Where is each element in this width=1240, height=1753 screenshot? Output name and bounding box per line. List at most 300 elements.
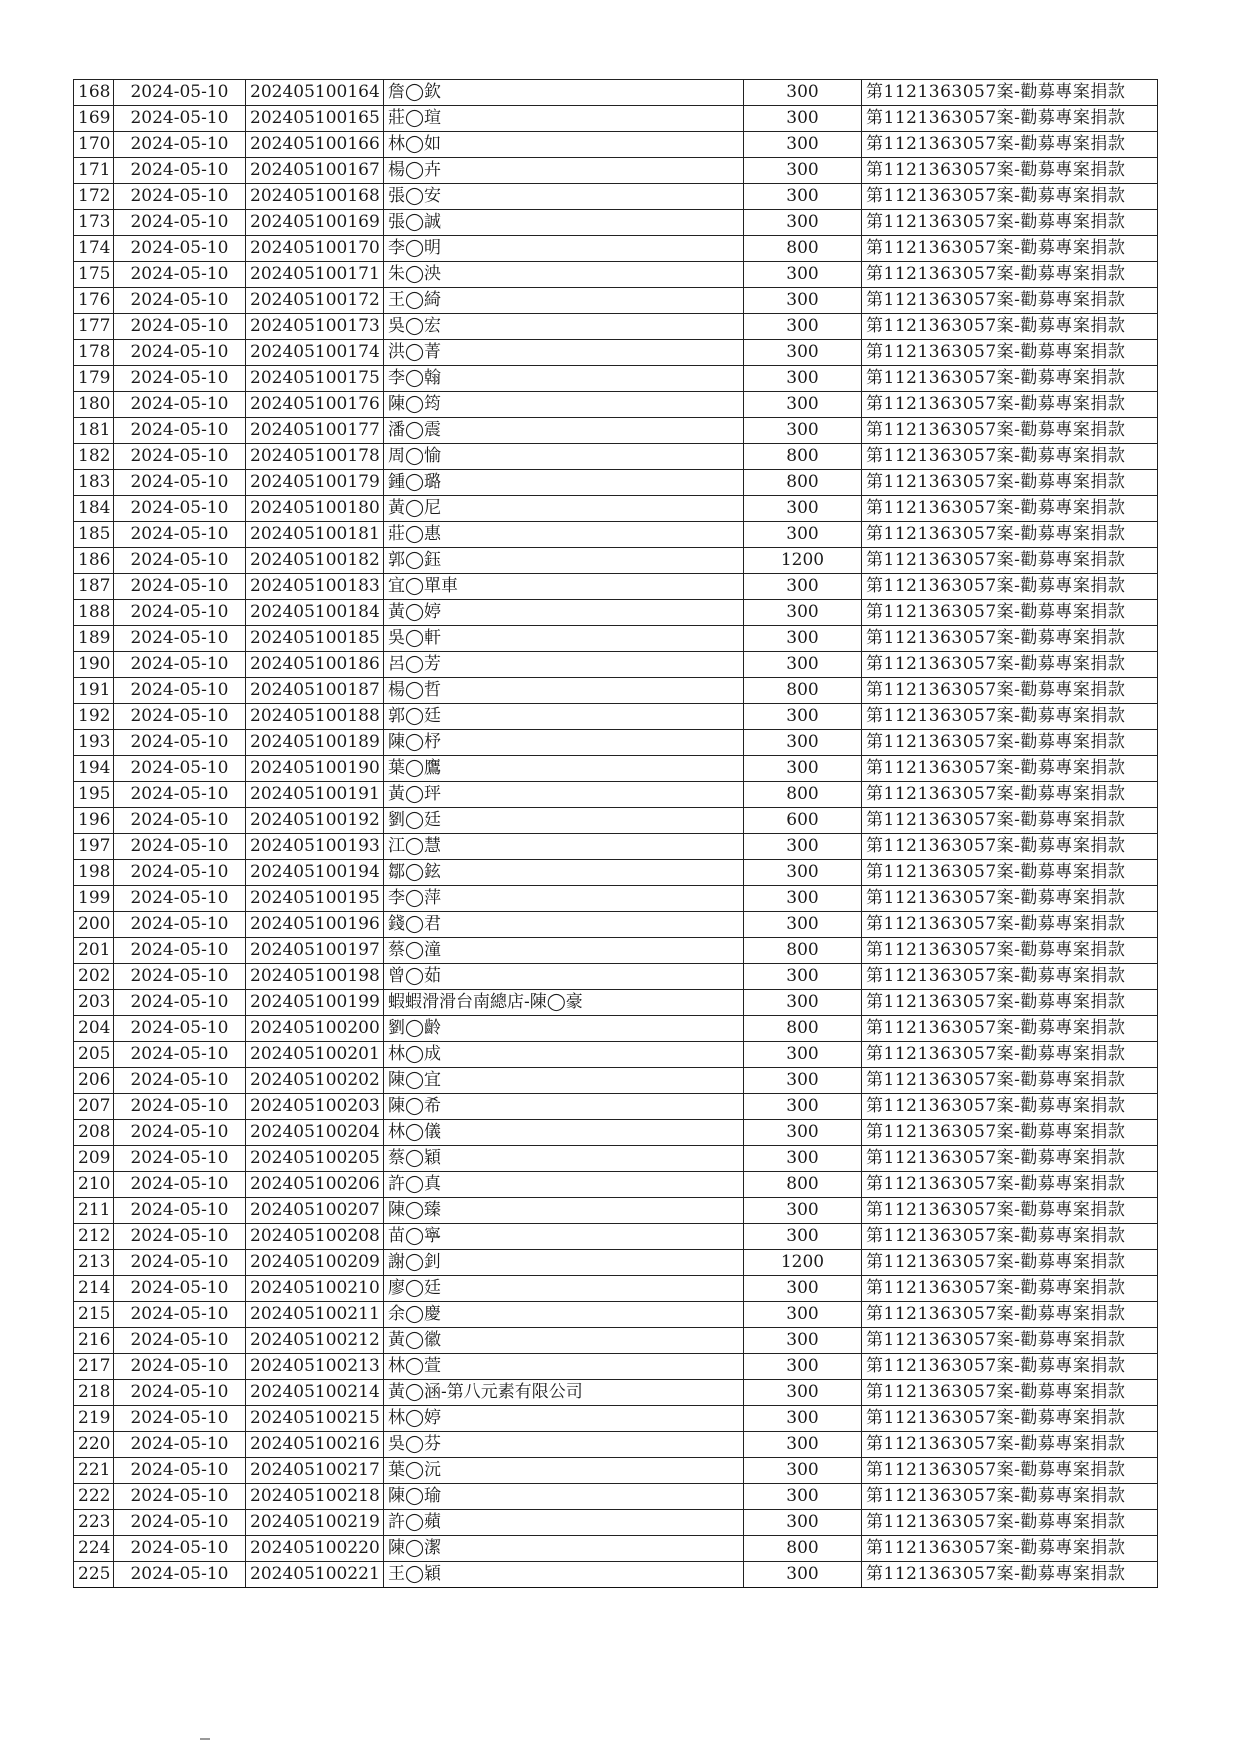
row-number: 206	[74, 1068, 114, 1094]
donation-memo: 第1121363057案-勸募專案捐款	[862, 262, 1158, 288]
receipt-number: 202405100206	[246, 1172, 384, 1198]
donation-amount: 300	[744, 106, 862, 132]
donation-memo: 第1121363057案-勸募專案捐款	[862, 184, 1158, 210]
table-row	[74, 834, 1158, 860]
donor-name: 蝦蝦滑滑台南總店-陳◯豪	[384, 990, 744, 1016]
table-row	[74, 1302, 1158, 1328]
donation-memo: 第1121363057案-勸募專案捐款	[862, 314, 1158, 340]
row-number: 174	[74, 236, 114, 262]
table-row	[74, 938, 1158, 964]
receipt-number: 202405100220	[246, 1536, 384, 1562]
donation-amount: 300	[744, 626, 862, 652]
donation-amount: 300	[744, 366, 862, 392]
donation-date: 2024-05-10	[114, 470, 246, 496]
table-row	[74, 80, 1158, 106]
donation-memo: 第1121363057案-勸募專案捐款	[862, 704, 1158, 730]
donation-amount: 800	[744, 782, 862, 808]
donation-amount: 300	[744, 158, 862, 184]
donation-date: 2024-05-10	[114, 1068, 246, 1094]
table-row	[74, 366, 1158, 392]
donor-name: 王◯穎	[384, 1562, 744, 1588]
donor-name: 曾◯茹	[384, 964, 744, 990]
donation-memo: 第1121363057案-勸募專案捐款	[862, 1094, 1158, 1120]
row-number: 217	[74, 1354, 114, 1380]
donor-name: 潘◯震	[384, 418, 744, 444]
donation-memo: 第1121363057案-勸募專案捐款	[862, 1250, 1158, 1276]
donor-name: 林◯婷	[384, 1406, 744, 1432]
table-row	[74, 470, 1158, 496]
donation-amount: 300	[744, 522, 862, 548]
donation-date: 2024-05-10	[114, 730, 246, 756]
donation-amount: 300	[744, 990, 862, 1016]
donation-date: 2024-05-10	[114, 860, 246, 886]
row-number: 173	[74, 210, 114, 236]
receipt-number: 202405100219	[246, 1510, 384, 1536]
receipt-number: 202405100193	[246, 834, 384, 860]
table-row	[74, 756, 1158, 782]
donor-name: 李◯萍	[384, 886, 744, 912]
donation-memo: 第1121363057案-勸募專案捐款	[862, 470, 1158, 496]
receipt-number: 202405100186	[246, 652, 384, 678]
donation-amount: 300	[744, 730, 862, 756]
donation-date: 2024-05-10	[114, 1484, 246, 1510]
donor-name: 朱◯泱	[384, 262, 744, 288]
row-number: 178	[74, 340, 114, 366]
table-row	[74, 184, 1158, 210]
table-row	[74, 548, 1158, 574]
donation-amount: 300	[744, 912, 862, 938]
donation-date: 2024-05-10	[114, 678, 246, 704]
donation-date: 2024-05-10	[114, 1562, 246, 1588]
donor-name: 陳◯杼	[384, 730, 744, 756]
donation-date: 2024-05-10	[114, 652, 246, 678]
table-row	[74, 652, 1158, 678]
table-row	[74, 132, 1158, 158]
donation-amount: 300	[744, 1510, 862, 1536]
donation-amount: 300	[744, 1432, 862, 1458]
donation-memo: 第1121363057案-勸募專案捐款	[862, 522, 1158, 548]
donor-name: 黃◯婷	[384, 600, 744, 626]
donation-memo: 第1121363057案-勸募專案捐款	[862, 236, 1158, 262]
row-number: 198	[74, 860, 114, 886]
donation-amount: 300	[744, 1224, 862, 1250]
donation-memo: 第1121363057案-勸募專案捐款	[862, 1302, 1158, 1328]
donation-date: 2024-05-10	[114, 704, 246, 730]
row-number: 187	[74, 574, 114, 600]
table-row	[74, 600, 1158, 626]
row-number: 220	[74, 1432, 114, 1458]
row-number: 207	[74, 1094, 114, 1120]
donation-amount: 300	[744, 1328, 862, 1354]
donor-name: 陳◯宜	[384, 1068, 744, 1094]
table-row	[74, 496, 1158, 522]
table-row	[74, 1276, 1158, 1302]
donation-date: 2024-05-10	[114, 132, 246, 158]
donor-name: 吳◯宏	[384, 314, 744, 340]
donation-amount: 1200	[744, 1250, 862, 1276]
donation-date: 2024-05-10	[114, 886, 246, 912]
receipt-number: 202405100190	[246, 756, 384, 782]
table-row	[74, 860, 1158, 886]
row-number: 211	[74, 1198, 114, 1224]
donor-name: 陳◯希	[384, 1094, 744, 1120]
donation-date: 2024-05-10	[114, 574, 246, 600]
donation-date: 2024-05-10	[114, 1432, 246, 1458]
donation-memo: 第1121363057案-勸募專案捐款	[862, 496, 1158, 522]
table-row	[74, 964, 1158, 990]
row-number: 181	[74, 418, 114, 444]
table-row	[74, 522, 1158, 548]
donation-memo: 第1121363057案-勸募專案捐款	[862, 1068, 1158, 1094]
donation-date: 2024-05-10	[114, 288, 246, 314]
donation-amount: 300	[744, 1094, 862, 1120]
donation-date: 2024-05-10	[114, 548, 246, 574]
donation-date: 2024-05-10	[114, 1198, 246, 1224]
donation-amount: 1200	[744, 548, 862, 574]
row-number: 170	[74, 132, 114, 158]
receipt-number: 202405100201	[246, 1042, 384, 1068]
donor-name: 宜◯單車	[384, 574, 744, 600]
receipt-number: 202405100172	[246, 288, 384, 314]
donor-name: 張◯誠	[384, 210, 744, 236]
receipt-number: 202405100199	[246, 990, 384, 1016]
receipt-number: 202405100200	[246, 1016, 384, 1042]
donation-date: 2024-05-10	[114, 210, 246, 236]
receipt-number: 202405100169	[246, 210, 384, 236]
row-number: 203	[74, 990, 114, 1016]
donation-date: 2024-05-10	[114, 314, 246, 340]
donation-amount: 600	[744, 808, 862, 834]
receipt-number: 202405100205	[246, 1146, 384, 1172]
row-number: 185	[74, 522, 114, 548]
receipt-number: 202405100194	[246, 860, 384, 886]
receipt-number: 202405100210	[246, 1276, 384, 1302]
table-row	[74, 236, 1158, 262]
donor-name: 劉◯廷	[384, 808, 744, 834]
donor-name: 林◯如	[384, 132, 744, 158]
donation-amount: 300	[744, 860, 862, 886]
receipt-number: 202405100182	[246, 548, 384, 574]
donation-memo: 第1121363057案-勸募專案捐款	[862, 392, 1158, 418]
receipt-number: 202405100196	[246, 912, 384, 938]
donation-date: 2024-05-10	[114, 626, 246, 652]
table-row	[74, 1484, 1158, 1510]
donation-amount: 800	[744, 678, 862, 704]
donation-date: 2024-05-10	[114, 600, 246, 626]
receipt-number: 202405100197	[246, 938, 384, 964]
donation-amount: 300	[744, 1354, 862, 1380]
donation-amount: 300	[744, 1198, 862, 1224]
donor-name: 林◯萱	[384, 1354, 744, 1380]
donation-memo: 第1121363057案-勸募專案捐款	[862, 808, 1158, 834]
row-number: 183	[74, 470, 114, 496]
donor-name: 蔡◯穎	[384, 1146, 744, 1172]
donation-date: 2024-05-10	[114, 964, 246, 990]
donation-memo: 第1121363057案-勸募專案捐款	[862, 1432, 1158, 1458]
donation-memo: 第1121363057案-勸募專案捐款	[862, 340, 1158, 366]
table-row	[74, 1042, 1158, 1068]
donation-memo: 第1121363057案-勸募專案捐款	[862, 964, 1158, 990]
receipt-number: 202405100209	[246, 1250, 384, 1276]
row-number: 200	[74, 912, 114, 938]
donation-amount: 300	[744, 1068, 862, 1094]
table-row	[74, 808, 1158, 834]
table-row	[74, 990, 1158, 1016]
receipt-number: 202405100184	[246, 600, 384, 626]
row-number: 196	[74, 808, 114, 834]
donor-name: 詹◯欽	[384, 80, 744, 106]
donation-amount: 300	[744, 964, 862, 990]
donation-date: 2024-05-10	[114, 1172, 246, 1198]
donation-amount: 300	[744, 756, 862, 782]
row-number: 193	[74, 730, 114, 756]
donation-date: 2024-05-10	[114, 1302, 246, 1328]
donation-memo: 第1121363057案-勸募專案捐款	[862, 1172, 1158, 1198]
row-number: 190	[74, 652, 114, 678]
donation-amount: 300	[744, 574, 862, 600]
donation-memo: 第1121363057案-勸募專案捐款	[862, 1328, 1158, 1354]
donation-ledger-table	[73, 79, 1158, 1588]
row-number: 192	[74, 704, 114, 730]
donation-memo: 第1121363057案-勸募專案捐款	[862, 1276, 1158, 1302]
donation-memo: 第1121363057案-勸募專案捐款	[862, 80, 1158, 106]
donation-memo: 第1121363057案-勸募專案捐款	[862, 912, 1158, 938]
donation-memo: 第1121363057案-勸募專案捐款	[862, 1510, 1158, 1536]
donation-memo: 第1121363057案-勸募專案捐款	[862, 158, 1158, 184]
donor-name: 莊◯惠	[384, 522, 744, 548]
table-row	[74, 1094, 1158, 1120]
donation-amount: 300	[744, 1380, 862, 1406]
donor-name: 李◯翰	[384, 366, 744, 392]
donation-date: 2024-05-10	[114, 1406, 246, 1432]
donation-memo: 第1121363057案-勸募專案捐款	[862, 756, 1158, 782]
donor-name: 廖◯廷	[384, 1276, 744, 1302]
receipt-number: 202405100183	[246, 574, 384, 600]
donation-memo: 第1121363057案-勸募專案捐款	[862, 1380, 1158, 1406]
donation-date: 2024-05-10	[114, 1094, 246, 1120]
donation-memo: 第1121363057案-勸募專案捐款	[862, 678, 1158, 704]
receipt-number: 202405100198	[246, 964, 384, 990]
donor-name: 苗◯寧	[384, 1224, 744, 1250]
donation-memo: 第1121363057案-勸募專案捐款	[862, 600, 1158, 626]
donation-amount: 300	[744, 80, 862, 106]
row-number: 219	[74, 1406, 114, 1432]
table-row	[74, 1536, 1158, 1562]
donation-date: 2024-05-10	[114, 262, 246, 288]
donation-amount: 300	[744, 600, 862, 626]
donation-memo: 第1121363057案-勸募專案捐款	[862, 886, 1158, 912]
row-number: 176	[74, 288, 114, 314]
table-row	[74, 886, 1158, 912]
row-number: 208	[74, 1120, 114, 1146]
row-number: 209	[74, 1146, 114, 1172]
donor-name: 郭◯鈺	[384, 548, 744, 574]
receipt-number: 202405100204	[246, 1120, 384, 1146]
row-number: 202	[74, 964, 114, 990]
table-row	[74, 106, 1158, 132]
donation-amount: 800	[744, 236, 862, 262]
donor-name: 江◯慧	[384, 834, 744, 860]
receipt-number: 202405100173	[246, 314, 384, 340]
donation-amount: 300	[744, 704, 862, 730]
donation-memo: 第1121363057案-勸募專案捐款	[862, 444, 1158, 470]
donation-date: 2024-05-10	[114, 1510, 246, 1536]
receipt-number: 202405100170	[246, 236, 384, 262]
donation-date: 2024-05-10	[114, 834, 246, 860]
receipt-number: 202405100191	[246, 782, 384, 808]
donation-memo: 第1121363057案-勸募專案捐款	[862, 288, 1158, 314]
receipt-number: 202405100177	[246, 418, 384, 444]
row-number: 186	[74, 548, 114, 574]
table-row	[74, 314, 1158, 340]
donation-date: 2024-05-10	[114, 1042, 246, 1068]
donation-amount: 300	[744, 1120, 862, 1146]
receipt-number: 202405100213	[246, 1354, 384, 1380]
donation-memo: 第1121363057案-勸募專案捐款	[862, 548, 1158, 574]
receipt-number: 202405100185	[246, 626, 384, 652]
row-number: 182	[74, 444, 114, 470]
donor-name: 鍾◯璐	[384, 470, 744, 496]
receipt-number: 202405100171	[246, 262, 384, 288]
donation-memo: 第1121363057案-勸募專案捐款	[862, 1016, 1158, 1042]
donation-date: 2024-05-10	[114, 990, 246, 1016]
donor-name: 陳◯臻	[384, 1198, 744, 1224]
donation-amount: 800	[744, 1016, 862, 1042]
receipt-number: 202405100208	[246, 1224, 384, 1250]
donation-memo: 第1121363057案-勸募專案捐款	[862, 1224, 1158, 1250]
donation-date: 2024-05-10	[114, 1120, 246, 1146]
row-number: 204	[74, 1016, 114, 1042]
table-row	[74, 418, 1158, 444]
donor-name: 林◯成	[384, 1042, 744, 1068]
donation-memo: 第1121363057案-勸募專案捐款	[862, 366, 1158, 392]
row-number: 169	[74, 106, 114, 132]
donation-memo: 第1121363057案-勸募專案捐款	[862, 418, 1158, 444]
donation-date: 2024-05-10	[114, 938, 246, 964]
donation-date: 2024-05-10	[114, 184, 246, 210]
row-number: 179	[74, 366, 114, 392]
receipt-number: 202405100189	[246, 730, 384, 756]
donation-date: 2024-05-10	[114, 522, 246, 548]
receipt-number: 202405100168	[246, 184, 384, 210]
donation-memo: 第1121363057案-勸募專案捐款	[862, 1562, 1158, 1588]
donation-memo: 第1121363057案-勸募專案捐款	[862, 938, 1158, 964]
row-number: 210	[74, 1172, 114, 1198]
donor-name: 周◯愉	[384, 444, 744, 470]
donor-name: 吳◯軒	[384, 626, 744, 652]
table-row	[74, 1432, 1158, 1458]
donation-date: 2024-05-10	[114, 340, 246, 366]
row-number: 221	[74, 1458, 114, 1484]
row-number: 212	[74, 1224, 114, 1250]
donor-name: 陳◯潔	[384, 1536, 744, 1562]
donation-amount: 300	[744, 886, 862, 912]
donor-name: 謝◯釗	[384, 1250, 744, 1276]
donation-memo: 第1121363057案-勸募專案捐款	[862, 626, 1158, 652]
donation-date: 2024-05-10	[114, 808, 246, 834]
donor-name: 呂◯芳	[384, 652, 744, 678]
donation-amount: 300	[744, 1146, 862, 1172]
donation-memo: 第1121363057案-勸募專案捐款	[862, 1198, 1158, 1224]
row-number: 172	[74, 184, 114, 210]
donation-amount: 800	[744, 938, 862, 964]
row-number: 214	[74, 1276, 114, 1302]
table-row	[74, 704, 1158, 730]
donation-date: 2024-05-10	[114, 236, 246, 262]
donation-amount: 300	[744, 314, 862, 340]
donation-date: 2024-05-10	[114, 912, 246, 938]
table-row	[74, 210, 1158, 236]
donation-amount: 300	[744, 1302, 862, 1328]
table-row	[74, 392, 1158, 418]
donation-date: 2024-05-10	[114, 1354, 246, 1380]
donor-name: 劉◯齡	[384, 1016, 744, 1042]
row-number: 184	[74, 496, 114, 522]
donor-name: 余◯慶	[384, 1302, 744, 1328]
table-row	[74, 1458, 1158, 1484]
receipt-number: 202405100211	[246, 1302, 384, 1328]
table-row	[74, 1120, 1158, 1146]
donation-date: 2024-05-10	[114, 444, 246, 470]
receipt-number: 202405100214	[246, 1380, 384, 1406]
row-number: 224	[74, 1536, 114, 1562]
receipt-number: 202405100179	[246, 470, 384, 496]
donor-name: 王◯綺	[384, 288, 744, 314]
table-row	[74, 444, 1158, 470]
receipt-number: 202405100202	[246, 1068, 384, 1094]
row-number: 191	[74, 678, 114, 704]
donation-memo: 第1121363057案-勸募專案捐款	[862, 574, 1158, 600]
donation-memo: 第1121363057案-勸募專案捐款	[862, 652, 1158, 678]
donation-date: 2024-05-10	[114, 158, 246, 184]
table-row	[74, 678, 1158, 704]
table-row	[74, 626, 1158, 652]
table-row	[74, 1146, 1158, 1172]
donation-amount: 800	[744, 1172, 862, 1198]
table-row	[74, 1224, 1158, 1250]
donor-name: 陳◯瑜	[384, 1484, 744, 1510]
donation-amount: 300	[744, 496, 862, 522]
row-number: 216	[74, 1328, 114, 1354]
donation-date: 2024-05-10	[114, 1224, 246, 1250]
donation-amount: 300	[744, 834, 862, 860]
receipt-number: 202405100174	[246, 340, 384, 366]
donor-name: 郭◯廷	[384, 704, 744, 730]
receipt-number: 202405100166	[246, 132, 384, 158]
donation-amount: 300	[744, 210, 862, 236]
receipt-number: 202405100192	[246, 808, 384, 834]
donation-memo: 第1121363057案-勸募專案捐款	[862, 132, 1158, 158]
table-row	[74, 288, 1158, 314]
row-number: 175	[74, 262, 114, 288]
row-number: 222	[74, 1484, 114, 1510]
donation-amount: 300	[744, 1042, 862, 1068]
donation-amount: 300	[744, 652, 862, 678]
donation-amount: 300	[744, 1276, 862, 1302]
donation-amount: 800	[744, 1536, 862, 1562]
table-row	[74, 1510, 1158, 1536]
donation-memo: 第1121363057案-勸募專案捐款	[862, 106, 1158, 132]
donation-date: 2024-05-10	[114, 782, 246, 808]
donor-name: 許◯蘋	[384, 1510, 744, 1536]
donor-name: 李◯明	[384, 236, 744, 262]
donation-memo: 第1121363057案-勸募專案捐款	[862, 860, 1158, 886]
donation-amount: 300	[744, 1406, 862, 1432]
donor-name: 楊◯卉	[384, 158, 744, 184]
receipt-number: 202405100203	[246, 1094, 384, 1120]
row-number: 197	[74, 834, 114, 860]
receipt-number: 202405100178	[246, 444, 384, 470]
